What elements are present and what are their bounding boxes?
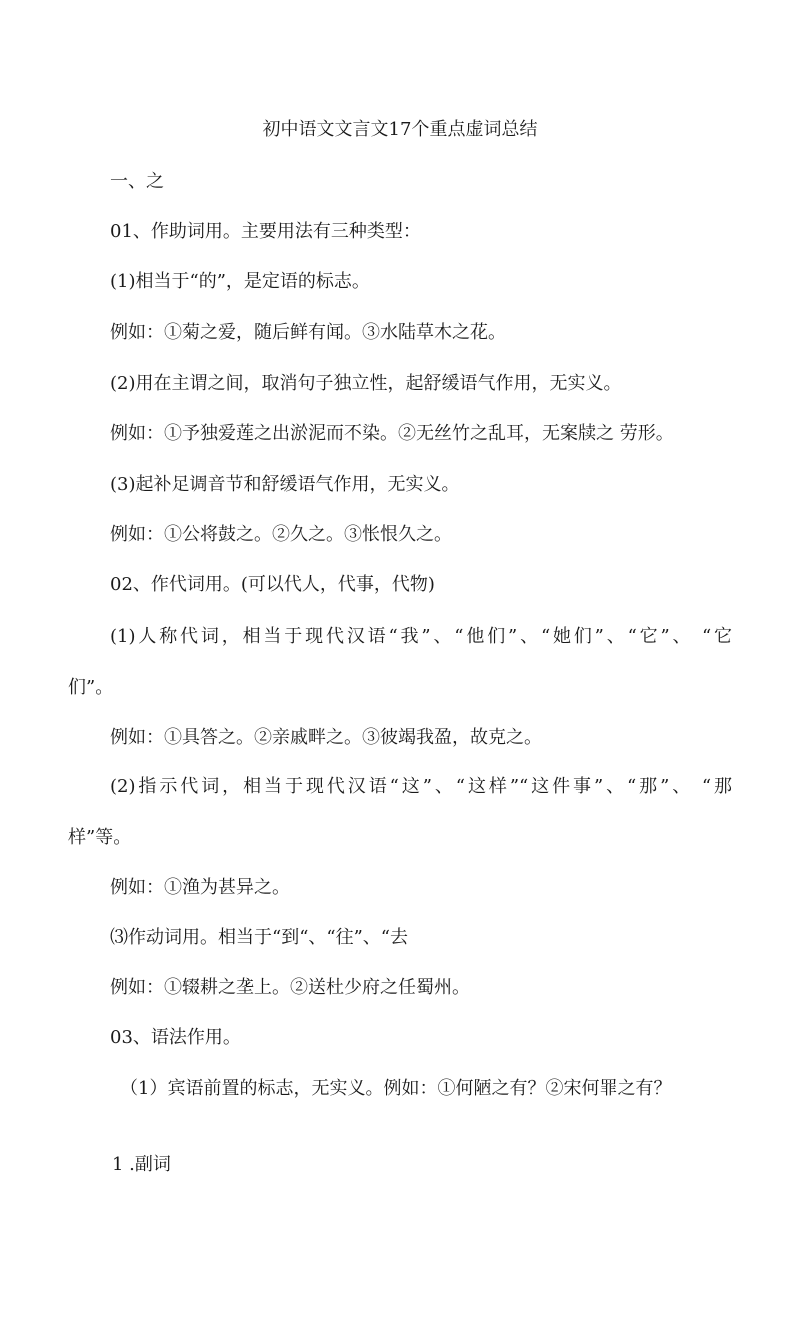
example-line: 例如：①辍耕之垄上。②送杜少府之任蜀州。 xyxy=(110,977,470,998)
subsection-heading-01: 01、作助词用。主要用法有三种类型： xyxy=(110,221,421,242)
paragraph-line-continued: 样”等。 xyxy=(68,827,132,848)
paragraph-line: （1）宾语前置的标志，无实义。例如：①何陋之有？②宋何罪之有？ xyxy=(120,1078,672,1099)
paragraph-line: ⑶作动词用。相当于“到“、“往”、“去 xyxy=(110,927,409,948)
example-line: 例如：①公将鼓之。②久之。③怅恨久之。 xyxy=(110,524,452,545)
paragraph-line-continued: 们”。 xyxy=(68,677,114,698)
paragraph-line: (1)人称代词，相当于现代汉语“我”、“他们”、“她们”、“它”、 “它 xyxy=(110,626,732,647)
list-heading-adverb: 1 .副词 xyxy=(112,1154,171,1175)
document-title: 初中语文文言文17个重点虚词总结 xyxy=(262,119,538,140)
subsection-heading-02: 02、作代词用。(可以代人，代事，代物) xyxy=(110,574,435,595)
paragraph-line: (3)起补足调音节和舒缓语气作用，无实义。 xyxy=(110,474,460,495)
section-heading-zhi: 一、之 xyxy=(110,171,164,192)
paragraph-line: (2)指示代词，相当于现代汉语“这”、“这样”“这件事”、“那”、 “那 xyxy=(110,776,732,797)
paragraph-line: (1)相当于“的”，是定语的标志。 xyxy=(110,271,370,292)
example-line: 例如：①具答之。②亲戚畔之。③彼竭我盈，故克之。 xyxy=(110,727,542,748)
subsection-heading-03: 03、语法作用。 xyxy=(110,1027,241,1048)
example-line: 例如：①予独爱莲之出淤泥而不染。②无丝竹之乱耳，无案牍之 劳形。 xyxy=(110,423,674,444)
example-line: 例如：①菊之爱，随后鲜有闻。③水陆草木之花。 xyxy=(110,322,506,343)
paragraph-line: (2)用在主谓之间，取消句子独立性，起舒缓语气作用，无实义。 xyxy=(110,373,622,394)
example-line: 例如：①渔为甚异之。 xyxy=(110,877,290,898)
